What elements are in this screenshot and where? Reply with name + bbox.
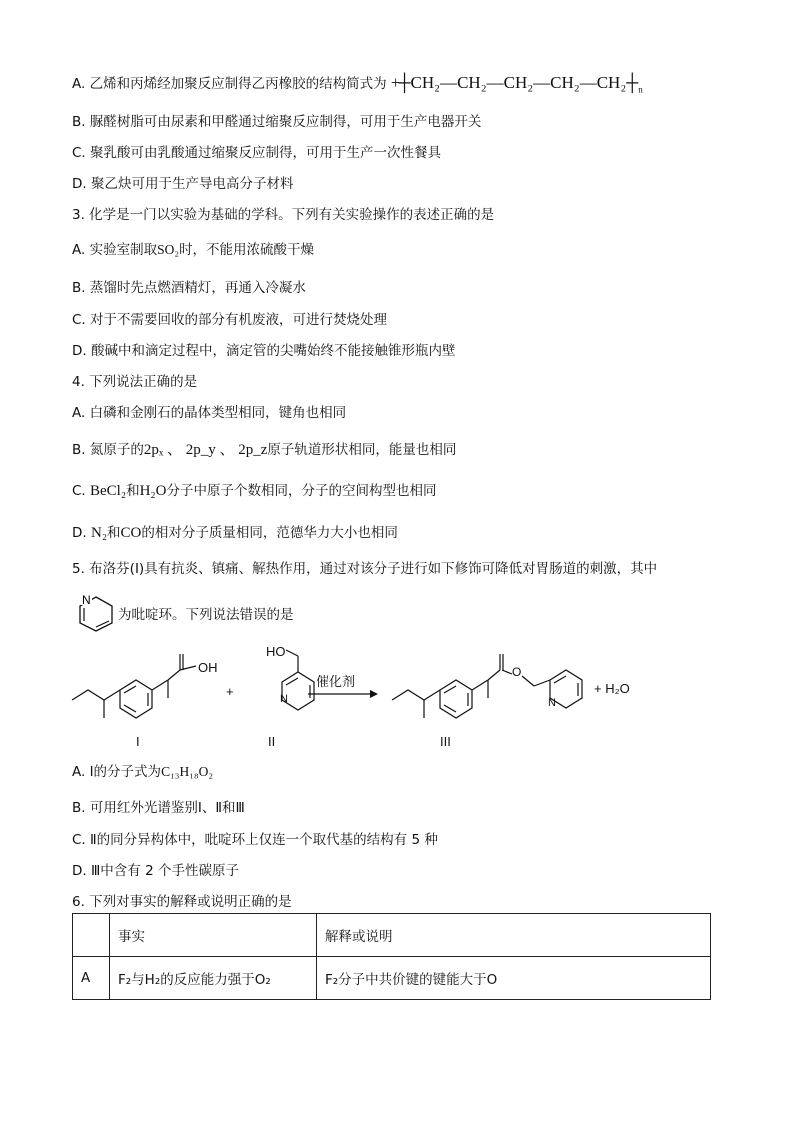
so2-formula: SO₂ [157,242,180,257]
q3-option-a-post: 时，不能用浓硫酸干燥 [179,242,315,258]
polymer-repeat: CH₂—CH₂—CH₂—CH₂—CH₂ [410,73,627,92]
becl2-formula: BeCl₂ [90,483,127,499]
q5-option-c: C. Ⅱ的同分异构体中，吡啶环上仅连一个取代基的结构有 5 种 [72,832,438,848]
n-label-ii: N [280,693,288,705]
q2-option-a-text: A. 乙烯和丙烯经加聚反应制得乙丙橡胶的结构简式为 [72,76,387,92]
q2-option-c: C. 聚乳酸可由乳酸通过缩聚反应制得，可用于生产一次性餐具 [72,145,442,161]
ibuprofen-formula: C₁₃H₁₈O₂ [161,764,214,779]
water-label: + H₂O [594,681,630,696]
q5-option-a [72,760,213,780]
table-cell-fact: F₂与H₂的反应能力强于O₂ [110,957,317,1000]
q2-option-d: D. 聚乙炔可用于生产导电高分子材料 [72,176,294,192]
reaction-scheme [60,640,740,750]
q4-option-a: A. 白磷和金刚石的晶体类型相同，键角也相同 [72,405,347,421]
svg-text:N: N [82,593,91,607]
label-compound-i: I [136,734,140,749]
label-compound-ii: II [268,734,276,749]
plus-sign: + [226,684,234,699]
table-header-cell: 解释或说明 [317,914,711,957]
q4-option-c-pre: C. [72,483,86,499]
q4-option-c-post: 分子中原子个数相同，分子的空间构型也相同 [166,483,437,499]
q4-option-d [72,521,398,542]
orbital-formula: 2pₓ 、 2p_y 、 2p_z [143,442,268,458]
n-label-iii: N [548,697,556,709]
q3-option-b: B. 蒸馏时先点燃酒精灯，再通入冷凝水 [72,280,306,296]
q4-option-d-post: 的相对分子质量相同，范德华力大小也相同 [141,525,398,541]
q5-stem: 5. 布洛芬(Ⅰ)具有抗炎、镇痛、解热作用，通过对该分子进行如下修饰可降低对胃肠道的刺激，其中 [72,561,658,577]
table-cell-label: A [73,957,110,1000]
q6-table [72,913,711,1000]
q4-option-b-pre: B. 氮原子的 [72,442,144,458]
q5-option-d: D. Ⅲ中含有 2 个手性碳原子 [72,863,239,879]
ho-label: HO [266,644,286,659]
polymer-formula: $+┼CH_2—CH_2—CH_2—CH_2—CH_2┼_n$ [390,73,643,95]
h2o-formula: H₂O [139,483,167,499]
table-header-cell: 事实 [110,914,317,957]
q4-option-d-mid: 和 [107,525,121,541]
q3-option-a-pre: A. 实验室制取 [72,242,158,258]
q4-option-c-mid: 和 [126,483,140,499]
q3-stem: 3. 化学是一门以实验为基础的学科。下列有关实验操作的表述正确的是 [72,207,495,223]
q3-option-c: C. 对于不需要回收的部分有机废液，可进行焚烧处理 [72,312,388,328]
q4-option-b [72,438,456,459]
table-header-row [73,914,711,957]
oh-label: OH [198,660,218,675]
catalyst-label: 催化剂 [316,674,356,689]
polymer-n: n [638,84,643,95]
q4-option-d-pre: D. [72,525,87,541]
q3-option-a [72,238,314,258]
n2-formula: N₂ [90,525,108,541]
q2-option-a [72,72,643,94]
q3-option-d: D. 酸碱中和滴定过程中，滴定管的尖嘴始终不能接触锥形瓶内壁 [72,343,456,359]
ester-o-label: O [512,665,522,679]
q5-option-b: B. 可用红外光谱鉴别Ⅰ、Ⅱ和Ⅲ [72,800,245,816]
q4-option-c [72,479,437,500]
table-cell-explanation: F₂分子中共价键的键能大于O [317,957,711,1000]
q4-stem: 4. 下列说法正确的是 [72,374,198,390]
co-formula: CO [120,525,142,541]
q5-stem2: 为吡啶环。下列说法错误的是 [118,607,294,623]
q5-option-a-pre: A. Ⅰ的分子式为 [72,764,162,780]
table-row [73,957,711,1000]
pyridine-ring-icon [72,591,120,633]
q4-option-b-post: 原子轨道形状相同，能量也相同 [267,442,457,458]
table-header-cell [73,914,110,957]
label-compound-iii: III [440,734,451,749]
q2-option-b: B. 脲醛树脂可由尿素和甲醛通过缩聚反应制得，可用于生产电器开关 [72,114,482,130]
q6-stem: 6. 下列对事实的解释或说明正确的是 [72,894,292,910]
